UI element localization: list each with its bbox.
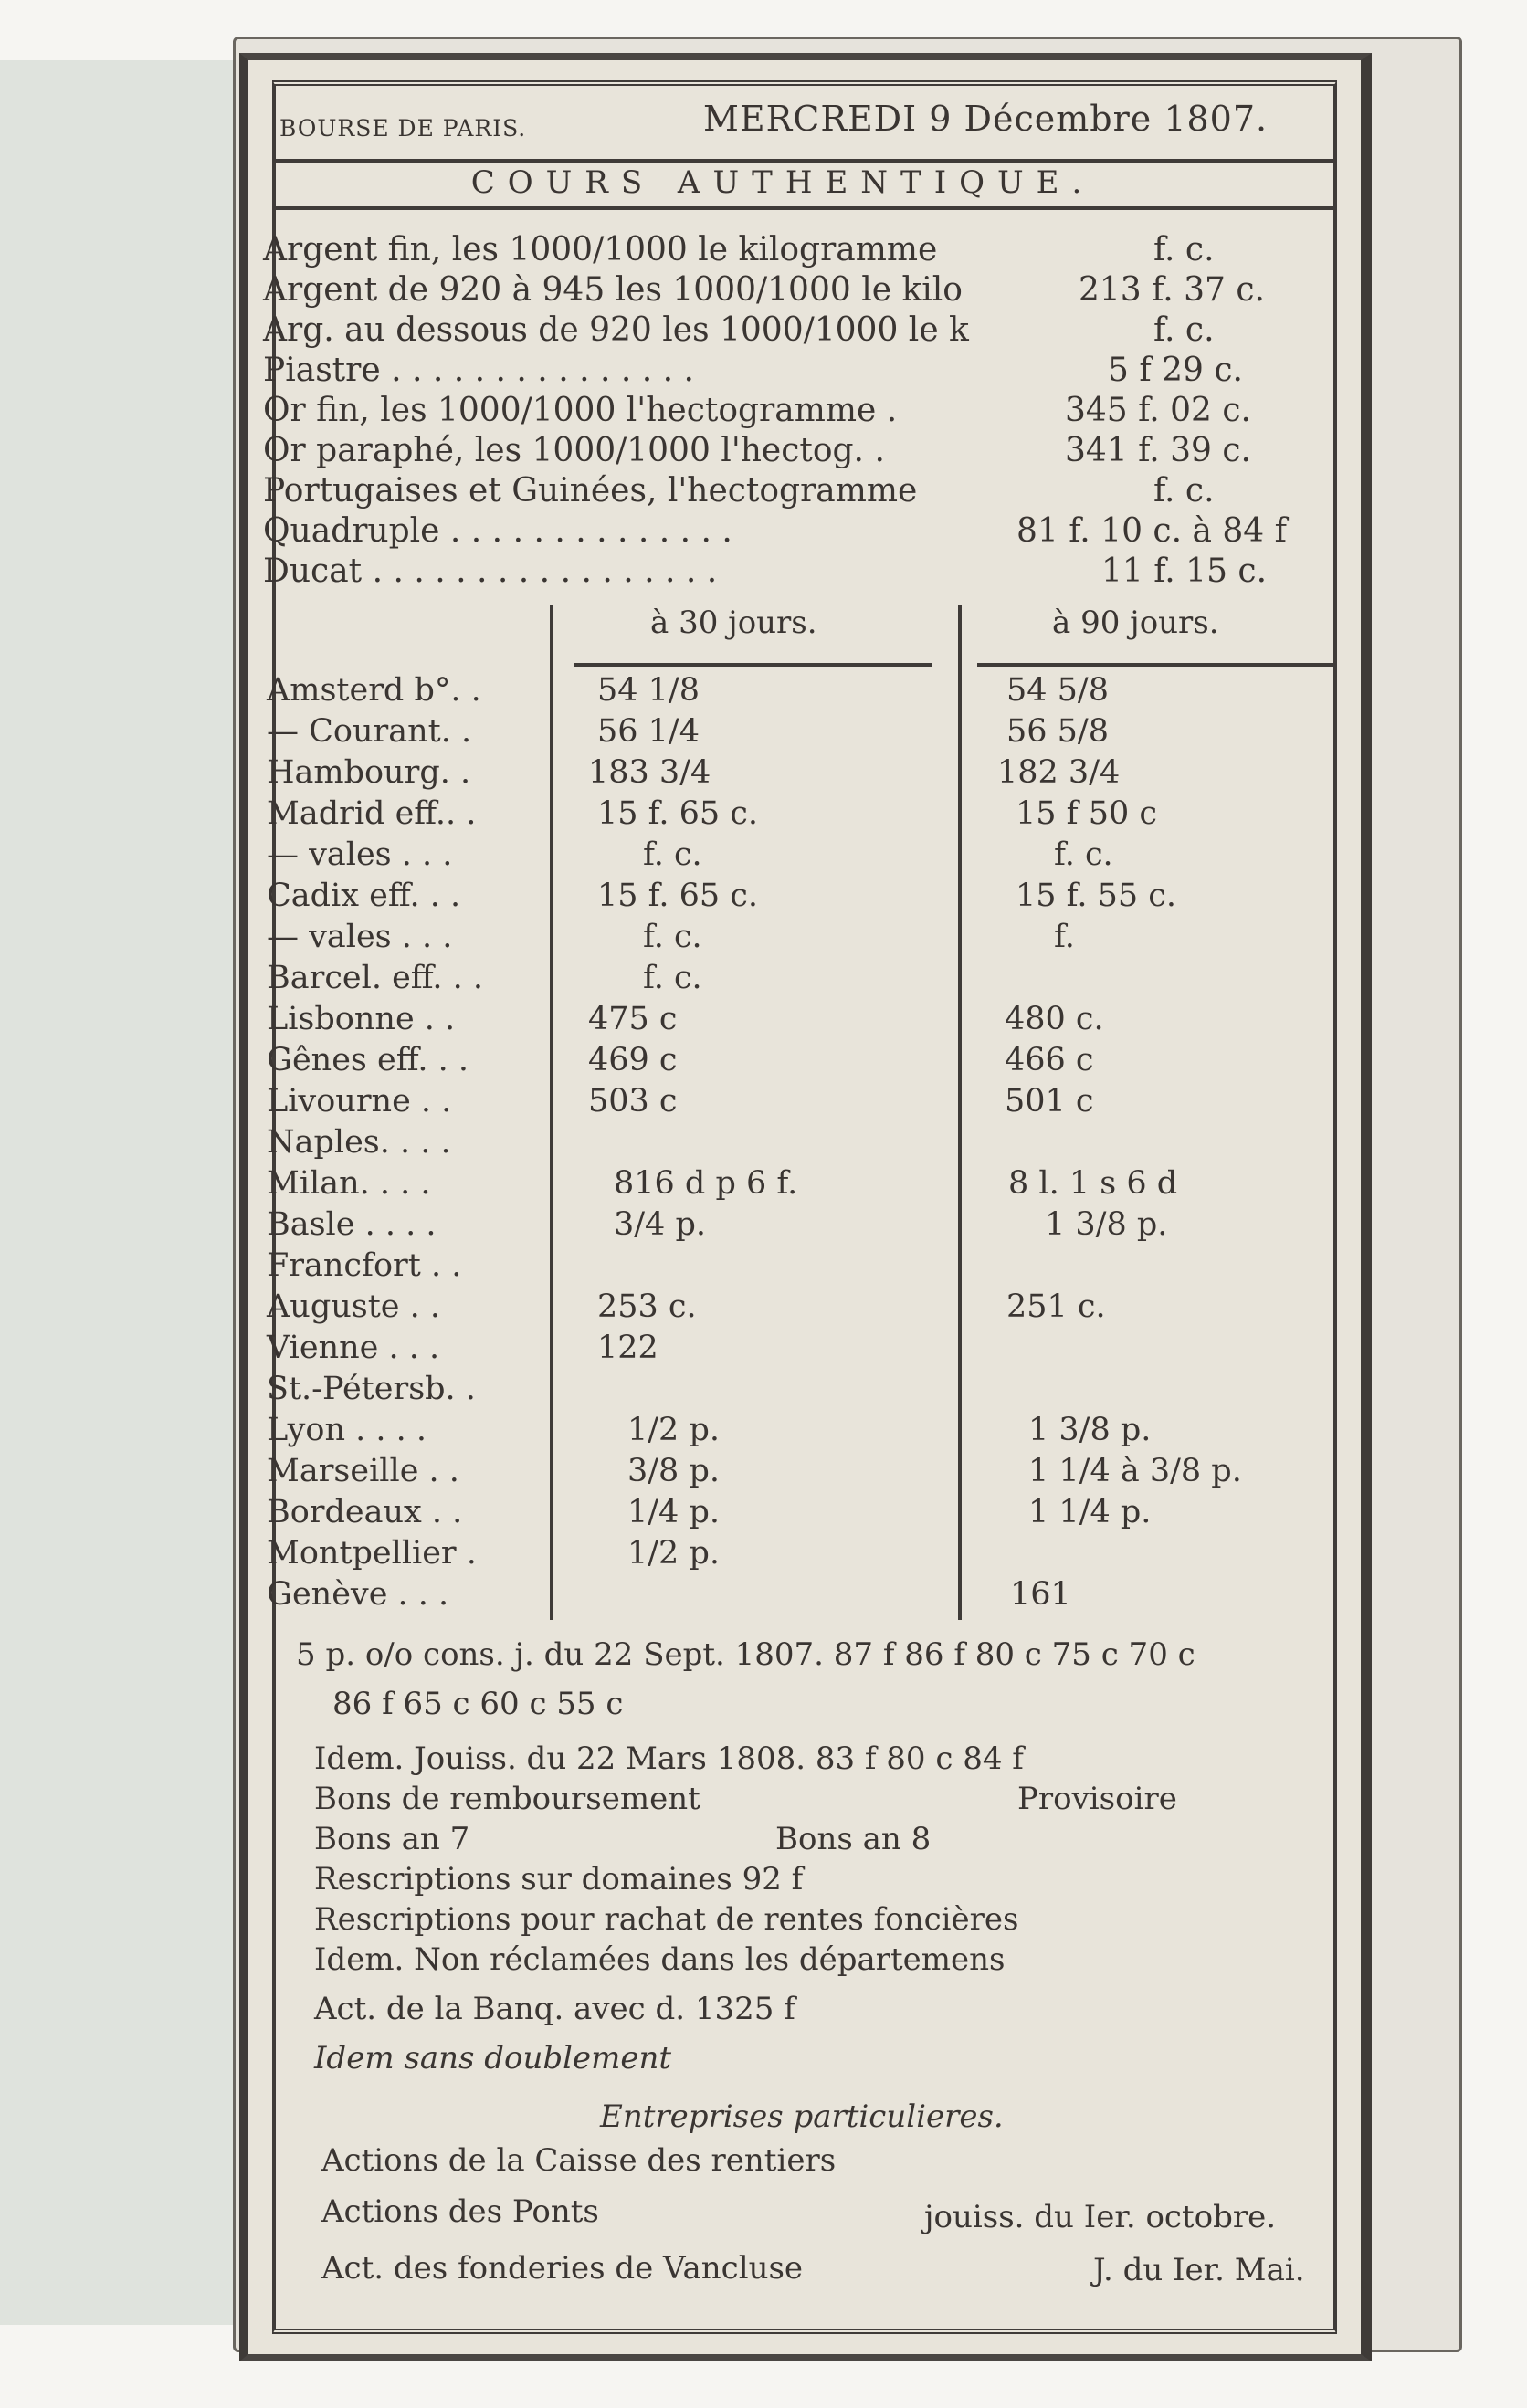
exchange-90: 54 5/8 [1006,672,1109,709]
exchange-30: 816 d p 6 f. [614,1165,798,1202]
exchange-30: 1/2 p. [627,1412,720,1448]
exchange-30: 475 c [588,1001,678,1037]
idem-non-reclamees: Idem. Non réclamées dans les départemens [314,1941,1006,1978]
exchange-30: 253 c. [597,1288,697,1325]
bourse-page [239,53,1372,2361]
exchange-90: 15 f 50 c [1016,795,1158,832]
exchange-30: 469 c [588,1042,678,1078]
rente-consolide-line1: 5 p. o/o cons. j. du 22 Sept. 1807. 87 f 86 f 80 c 75 c 70 c [296,1636,1195,1673]
bons-provisoire: Provisoire [1017,1781,1177,1817]
exchange-30: 3/4 p. [614,1206,706,1243]
exchange-90: 1 1/4 à 3/8 p. [1028,1453,1242,1489]
actions-banque: Act. de la Banq. avec d. 1325 f [314,1991,795,2027]
metal-label: Argent de 920 à 945 les 1000/1000 le kilo [263,271,963,309]
metal-value: 81 f. 10 c. à 84 f [1016,512,1287,550]
metal-label: Argent fin, les 1000/1000 le kilogramme [263,231,938,268]
exchange-place: Francfort . . [267,1247,462,1284]
exchange-90: 15 f. 55 c. [1016,878,1177,914]
metal-value: 213 f. 37 c. [1079,271,1265,309]
metal-value: 345 f. 02 c. [1065,392,1251,429]
column-90-rule [977,663,1333,667]
exchange-place: St.-Pétersb. . [267,1371,476,1407]
exchange-90: 182 3/4 [997,754,1121,791]
exchange-place: Basle . . . . [267,1206,437,1243]
exchange-place: Madrid eff.. . [267,795,477,832]
header-date: MERCREDI 9 Décembre 1807. [703,99,1269,139]
title-rule [276,206,1333,210]
exchange-30: 56 1/4 [597,713,700,750]
bons-an8: Bons an 8 [775,1821,932,1857]
rescriptions-rachat: Rescriptions pour rachat de rentes foncières [314,1901,1019,1938]
rescriptions-domaines: Rescriptions sur domaines 92 f [314,1861,804,1898]
actions-fonderies: Act. des fonderies de Vancluse [321,2250,804,2287]
exchange-90: 56 5/8 [1006,713,1109,750]
rente-consolide-line2: 86 f 65 c 60 c 55 c [332,1686,624,1722]
exchange-place: — vales . . . [267,836,453,873]
column-30-jours: à 30 jours. [650,605,817,641]
exchange-90: 161 [1010,1576,1071,1613]
exchange-place: Vienne . . . [267,1330,440,1366]
exchange-place: Auguste . . [267,1288,441,1325]
exchange-30: 1/2 p. [627,1535,720,1572]
exchange-place: Genève . . . [267,1576,449,1613]
metal-value: f. c. [1153,231,1215,268]
metal-value: f. c. [1153,472,1215,510]
exchange-place: Livourne . . [267,1083,452,1120]
rente-idem-jouiss: Idem. Jouiss. du 22 Mars 1808. 83 f 80 c 84 f [314,1740,1024,1777]
idem-sans-doublement: Idem sans doublement [314,2040,672,2077]
exchange-90: 1 3/8 p. [1045,1206,1168,1243]
actions-fonderies-jouiss: J. du Ier. Mai. [1093,2252,1305,2288]
exchange-place: Amsterd b°. . [267,672,481,709]
actions-caisse-rentiers: Actions de la Caisse des rentiers [321,2142,837,2179]
exchange-90: f. c. [1054,836,1113,873]
metal-value: f. c. [1153,311,1215,349]
exchange-place: Hambourg. . [267,754,471,791]
exchange-30: f. c. [643,919,702,955]
exchange-place: Naples. . . . [267,1124,451,1161]
exchange-90: 480 c. [1005,1001,1104,1037]
header-bourse: BOURSE DE PARIS. [279,115,527,142]
exchange-90: 1 1/4 p. [1028,1494,1152,1530]
exchange-90: 251 c. [1006,1288,1106,1325]
entreprises-heading: Entreprises particulieres. [600,2098,1004,2135]
metals-list [263,230,1313,595]
bons-remboursement: Bons de remboursement [314,1781,700,1817]
exchange-90: 1 3/8 p. [1028,1412,1152,1448]
exchange-30: 1/4 p. [627,1494,720,1530]
exchange-place: Marseille . . [267,1453,459,1489]
exchange-place: Montpellier . [267,1535,477,1572]
metal-label: Portugaises et Guinées, l'hectogramme [263,472,918,510]
exchange-30: 122 [597,1330,658,1366]
header-rule [276,159,1333,163]
exchange-place: Barcel. eff. . . [267,960,484,996]
column-90-jours: à 90 jours. [1052,605,1219,641]
column-30-rule [574,663,932,667]
actions-ponts: Actions des Ponts [321,2193,599,2230]
exchange-30: 503 c [588,1083,678,1120]
metal-value: 341 f. 39 c. [1065,432,1251,469]
metal-value: 11 f. 15 c. [1101,552,1268,590]
metal-label: Or fin, les 1000/1000 l'hectogramme . [263,392,898,429]
metal-label: Ducat . . . . . . . . . . . . . . . . . [263,552,718,590]
exchange-place: Bordeaux . . [267,1494,463,1530]
exchange-90: 8 l. 1 s 6 d [1008,1165,1178,1202]
facing-page [0,60,247,2325]
exchange-30: 15 f. 65 c. [597,878,759,914]
exchange-place: Gênes eff. . . [267,1042,469,1078]
exchange-place: — vales . . . [267,919,453,955]
bons-an7: Bons an 7 [314,1821,470,1857]
exchange-place: Lyon . . . . [267,1412,427,1448]
cours-title: COURS AUTHENTIQUE. [470,164,1095,201]
exchange-30: f. c. [643,836,702,873]
exchange-90: f. [1054,919,1075,955]
actions-ponts-jouiss: jouiss. du Ier. octobre. [924,2199,1277,2235]
metal-label: Or paraphé, les 1000/1000 l'hectog. . [263,432,885,469]
exchange-90: 501 c [1005,1083,1094,1120]
exchange-place: Lisbonne . . [267,1001,456,1037]
exchange-place: Cadix eff. . . [267,878,461,914]
exchange-30: 15 f. 65 c. [597,795,759,832]
metal-label: Quadruple . . . . . . . . . . . . . . [263,512,732,550]
exchange-table [267,670,1317,1620]
exchange-30: 183 3/4 [588,754,711,791]
metal-label: Piastre . . . . . . . . . . . . . . . [263,352,694,389]
exchange-30: 54 1/8 [597,672,700,709]
metal-value: 5 f 29 c. [1108,352,1243,389]
exchange-30: f. c. [643,960,702,996]
exchange-30: 3/8 p. [627,1453,720,1489]
exchange-place: Milan. . . . [267,1165,431,1202]
metal-label: Arg. au dessous de 920 les 1000/1000 le k [263,311,969,349]
exchange-place: — Courant. . [267,713,472,750]
exchange-90: 466 c [1005,1042,1094,1078]
